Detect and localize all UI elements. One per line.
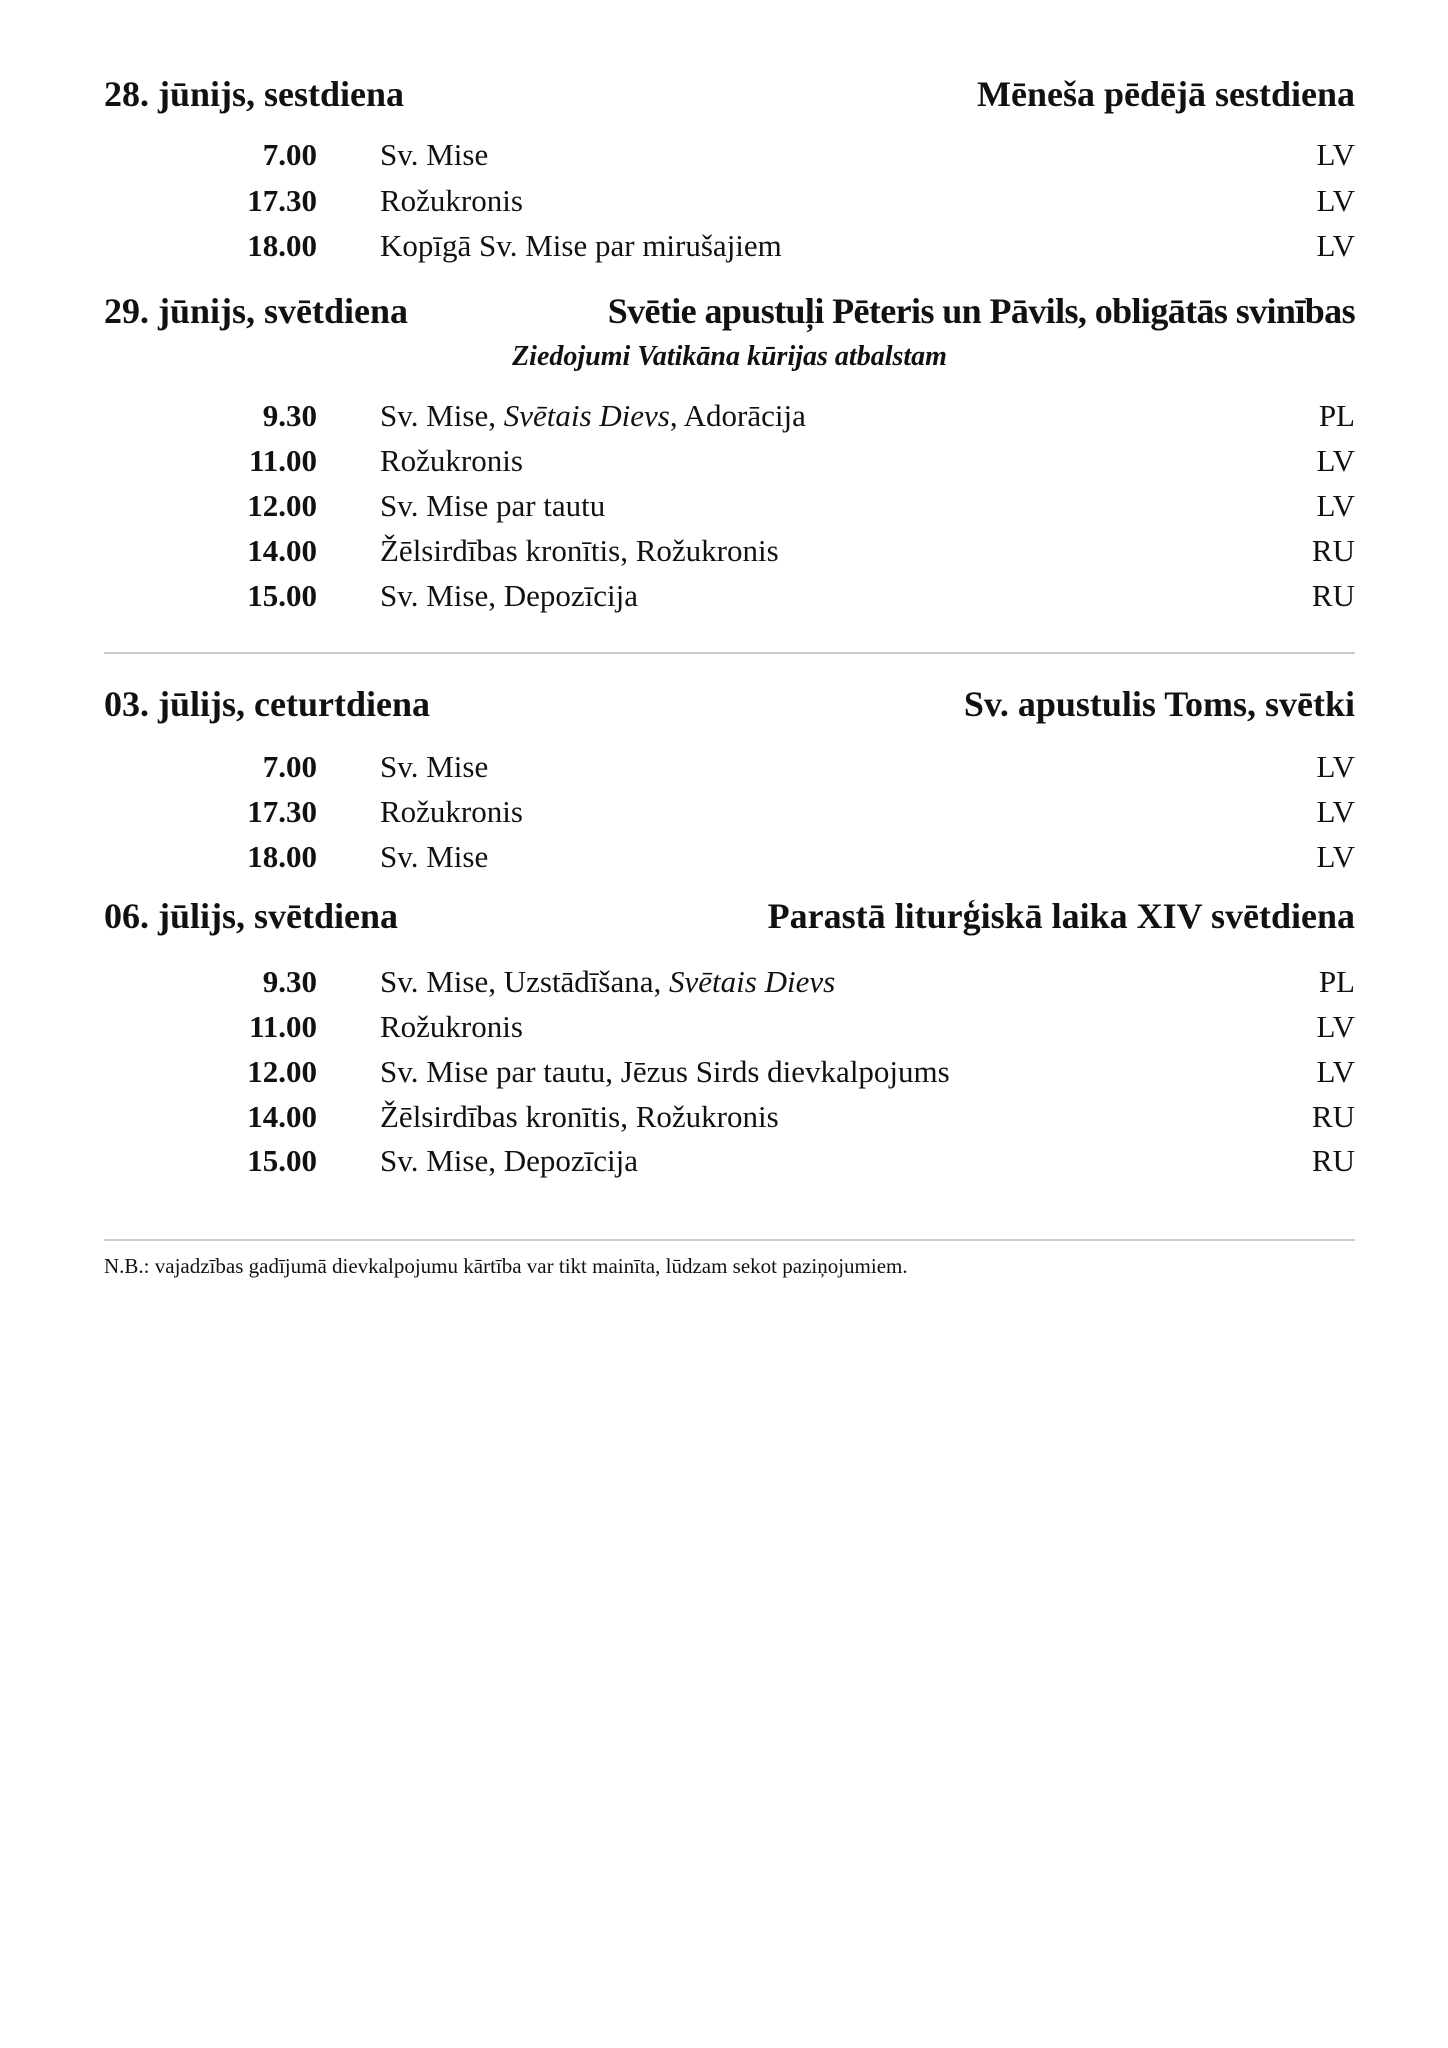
service-language: RU <box>1311 1099 1355 1134</box>
service-time: 15.00 <box>247 578 317 613</box>
service-description <box>380 962 835 1002</box>
day-feast: Sv. apustulis Toms, svētki <box>963 684 1355 724</box>
description-segment: Žēlsirdības kronītis, Rožukronis <box>380 533 779 568</box>
service-time: 18.00 <box>247 228 317 263</box>
service-language: LV <box>1316 1054 1355 1089</box>
service-description <box>380 1007 523 1047</box>
description-segment: , Adorācija <box>669 398 806 433</box>
description-segment: Sv. Mise, Depozīcija <box>380 1143 638 1178</box>
description-segment: Rožukronis <box>380 443 523 478</box>
service-description <box>380 181 523 221</box>
service-time: 17.30 <box>247 183 317 218</box>
service-description <box>380 226 782 266</box>
service-row <box>104 135 1355 175</box>
day-heading <box>104 72 1355 116</box>
service-time: 11.00 <box>248 443 317 478</box>
description-segment: Sv. Mise <box>380 137 489 172</box>
service-language: LV <box>1316 443 1355 478</box>
service-description <box>380 1097 779 1137</box>
service-row <box>104 1052 1355 1092</box>
service-row <box>104 1141 1355 1181</box>
service-language: RU <box>1311 578 1355 613</box>
service-time: 9.30 <box>262 964 317 999</box>
service-row <box>104 226 1355 266</box>
service-row <box>104 531 1355 571</box>
description-segment: Sv. Mise par tautu, Jēzus Sirds dievkalpojums <box>380 1054 950 1089</box>
service-row <box>104 1097 1355 1137</box>
service-time: 15.00 <box>247 1143 317 1178</box>
service-row <box>104 1007 1355 1047</box>
service-description <box>380 441 523 481</box>
service-language: LV <box>1316 1009 1355 1044</box>
description-segment: Sv. Mise, <box>380 398 504 433</box>
service-language: LV <box>1316 839 1355 874</box>
service-description <box>380 1141 638 1181</box>
section-divider <box>104 1239 1355 1241</box>
day-date: 28. jūnijs, sestdiena <box>104 74 405 114</box>
service-description <box>380 837 488 877</box>
description-italic-segment: Svētais Dievs <box>669 964 836 999</box>
service-language: PL <box>1318 398 1355 433</box>
service-language: LV <box>1316 228 1355 263</box>
day-heading <box>104 894 1355 938</box>
day-feast: Parastā liturģiskā laika XIV svētdiena <box>767 896 1355 936</box>
description-segment: Žēlsirdības kronītis, Rožukronis <box>380 1099 779 1134</box>
service-row <box>104 747 1355 787</box>
service-time: 7.00 <box>262 749 317 784</box>
service-time: 12.00 <box>247 488 317 523</box>
service-language: LV <box>1316 183 1355 218</box>
day-date: 06. jūlijs, svētdiena <box>104 896 399 936</box>
service-row <box>104 962 1355 1002</box>
description-segment: Sv. Mise par tautu <box>380 488 606 523</box>
service-row <box>104 792 1355 832</box>
description-segment: Rožukronis <box>380 794 523 829</box>
service-row <box>104 486 1355 526</box>
description-italic-segment: Svētais Dievs <box>503 398 670 433</box>
description-segment: Sv. Mise, Uzstādīšana, <box>380 964 670 999</box>
service-time: 9.30 <box>262 398 317 433</box>
service-row <box>104 576 1355 616</box>
day-subtitle: Ziedojumi Vatikāna kūrijas atbalstam <box>512 341 947 372</box>
service-description <box>380 135 488 175</box>
service-time: 17.30 <box>247 794 317 829</box>
service-time: 14.00 <box>247 533 317 568</box>
service-description <box>380 576 638 616</box>
service-description <box>380 396 806 436</box>
service-description <box>380 747 488 787</box>
description-segment: Kopīgā Sv. Mise par mirušajiem <box>380 228 782 263</box>
day-heading <box>104 682 1355 726</box>
day-heading <box>104 289 1355 333</box>
service-language: PL <box>1318 964 1355 999</box>
service-time: 12.00 <box>247 1054 317 1089</box>
service-row <box>104 181 1355 221</box>
service-row <box>104 396 1355 436</box>
service-description <box>380 792 523 832</box>
service-language: RU <box>1311 533 1355 568</box>
service-description <box>380 486 605 526</box>
day-date: 29. jūnijs, svētdiena <box>104 291 409 331</box>
service-description <box>380 1052 950 1092</box>
service-description <box>380 531 779 571</box>
day-date: 03. jūlijs, ceturtdiena <box>104 684 430 724</box>
description-segment: Rožukronis <box>380 1009 523 1044</box>
service-language: LV <box>1316 749 1355 784</box>
service-language: LV <box>1316 488 1355 523</box>
service-row <box>104 441 1355 481</box>
description-segment: Rožukronis <box>380 183 523 218</box>
service-row <box>104 837 1355 877</box>
day-feast: Svētie apustuļi Pēteris un Pāvils, obligātās svinības <box>607 291 1355 331</box>
service-time: 18.00 <box>247 839 317 874</box>
footer-note: N.B.: vajadzības gadījumā dievkalpojumu kārtība var tikt mainīta, lūdzam sekot paziņojumiem. <box>104 1254 908 1278</box>
service-language: LV <box>1316 794 1355 829</box>
description-segment: Sv. Mise <box>380 749 489 784</box>
service-time: 14.00 <box>247 1099 317 1134</box>
service-language: RU <box>1311 1143 1355 1178</box>
section-divider <box>104 652 1355 654</box>
description-segment: Sv. Mise <box>380 839 489 874</box>
service-language: LV <box>1316 137 1355 172</box>
day-feast: Mēneša pēdējā sestdiena <box>977 74 1355 114</box>
service-time: 7.00 <box>262 137 317 172</box>
description-segment: Sv. Mise, Depozīcija <box>380 578 638 613</box>
service-time: 11.00 <box>248 1009 317 1044</box>
